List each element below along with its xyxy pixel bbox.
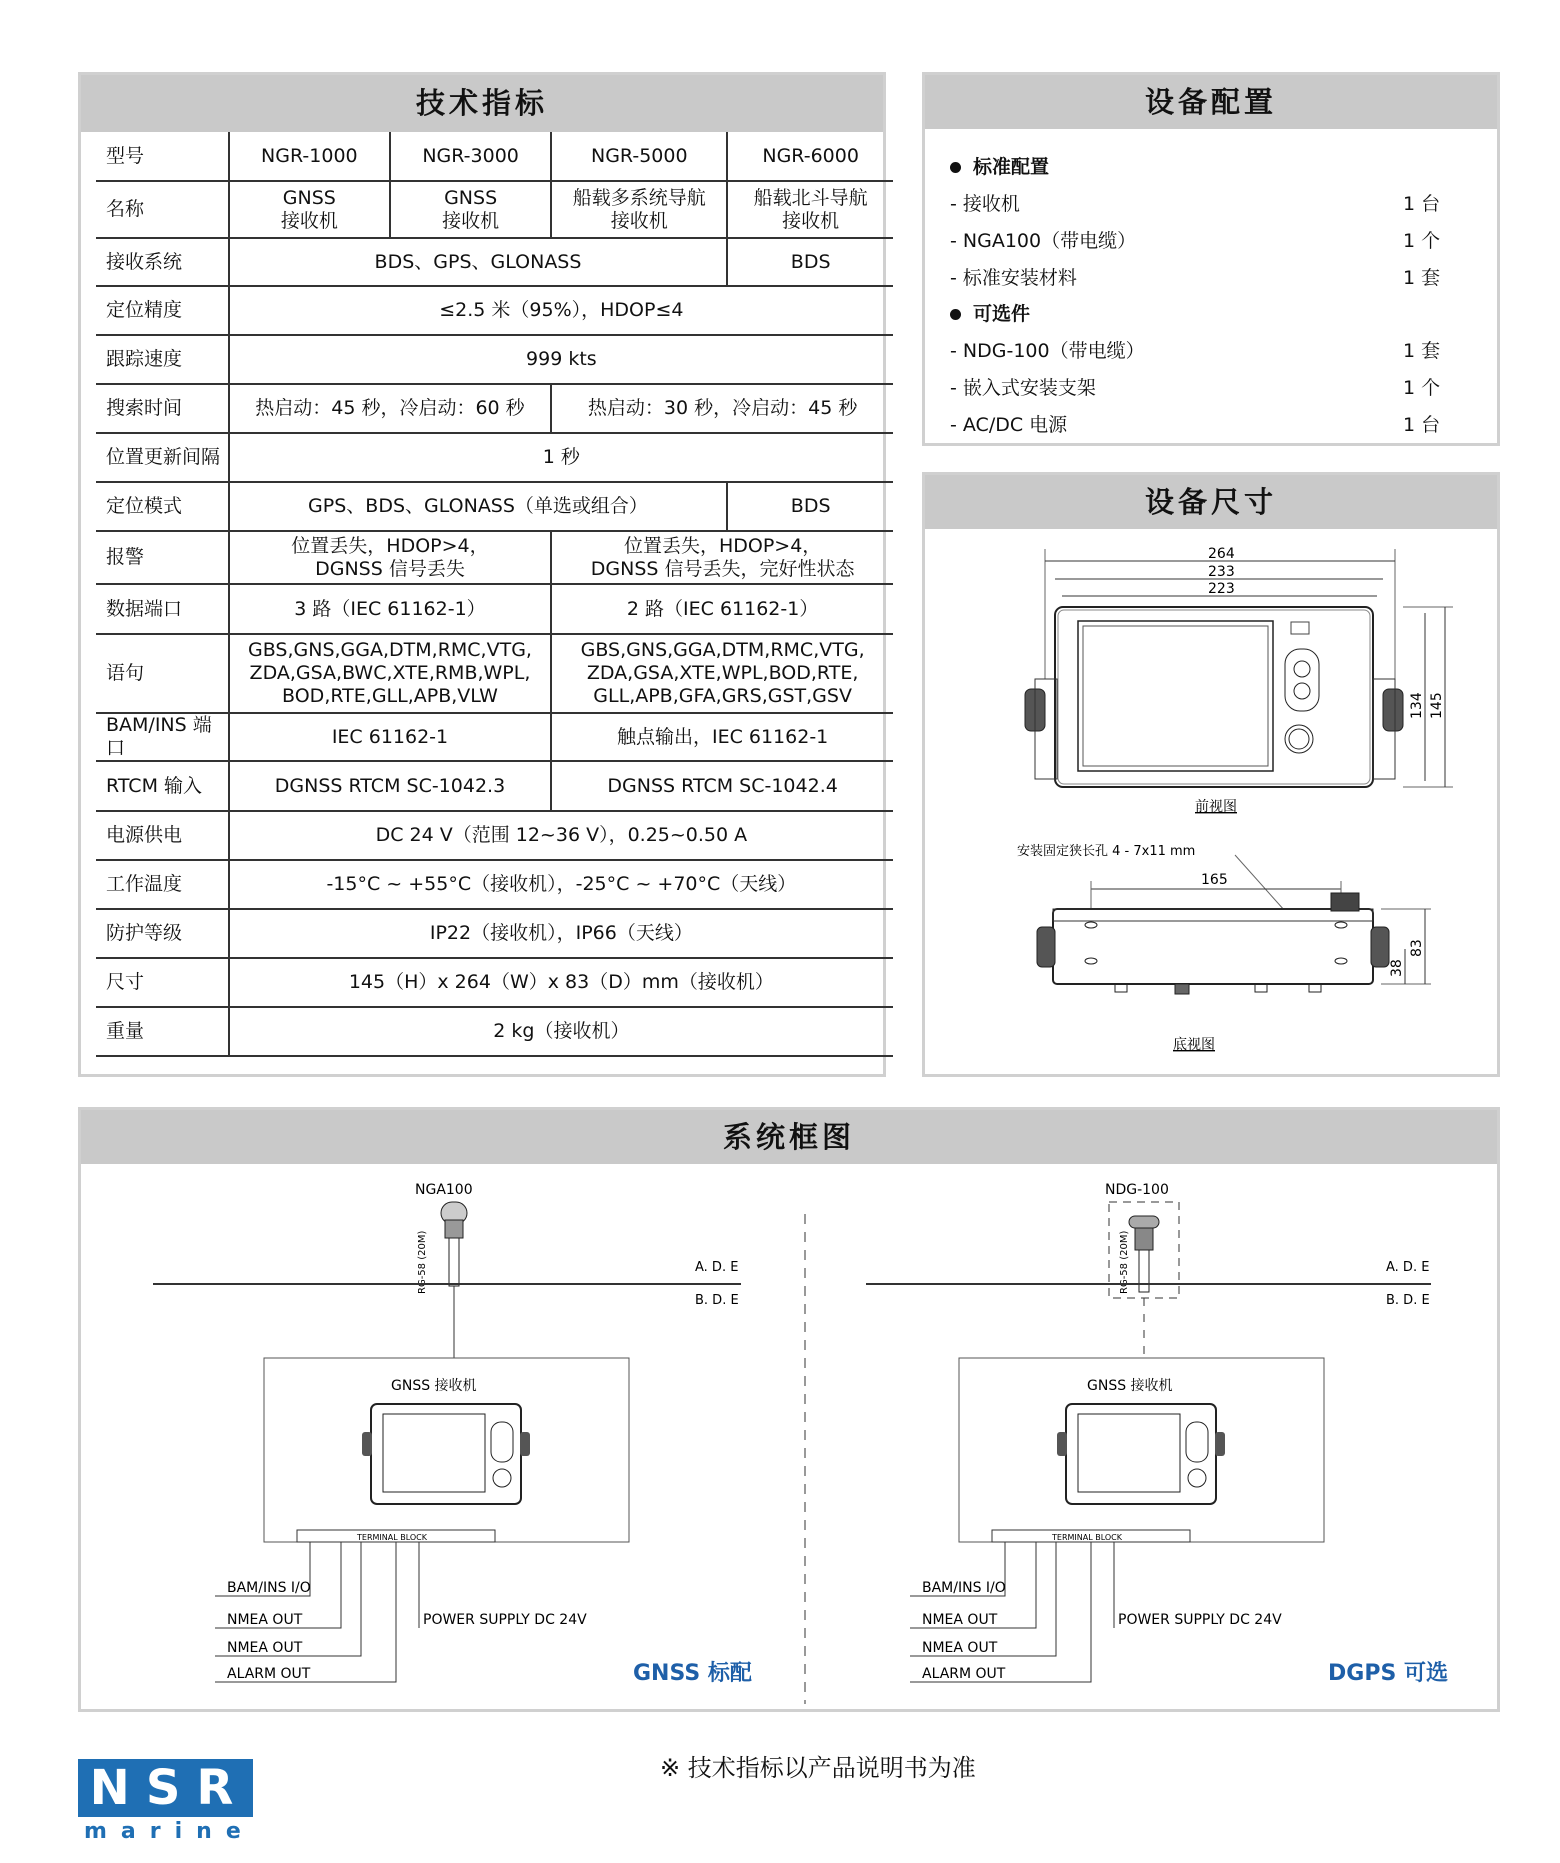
spec-row: [96, 531, 893, 584]
left-caption: GNSS 标配: [633, 1661, 752, 1686]
spec-row-label: 型号: [96, 132, 229, 181]
spec-row: [96, 1007, 893, 1056]
spec-row-label: 定位精度: [96, 286, 229, 335]
spec-row: [96, 811, 893, 860]
spec-cell: -15°C ~ +55°C（接收机），-25°C ~ +70°C（天线）: [229, 860, 893, 909]
spec-cell: NGR-3000: [390, 132, 551, 181]
dim-165: 165: [1201, 872, 1228, 888]
spec-cell: DGNSS RTCM SC-1042.4: [551, 761, 893, 811]
spec-row: [96, 909, 893, 958]
spec-title: 技术指标: [81, 75, 883, 132]
spec-cell: 999 kts: [229, 335, 893, 384]
right-receiver-label: GNSS 接收机: [1087, 1378, 1173, 1394]
config-qty: 1 个: [1403, 230, 1441, 252]
left-power-label: POWER SUPPLY DC 24V: [423, 1612, 587, 1628]
dim-264: 264: [1208, 546, 1235, 562]
logo-bottom: marine: [84, 1819, 255, 1844]
spec-cell: 2 kg（接收机）: [229, 1007, 893, 1056]
spec-cell: BDS: [727, 482, 893, 531]
spec-row-label: RTCM 输入: [96, 761, 229, 811]
spec-cell: BDS、GPS、GLONASS: [229, 238, 728, 286]
nsr-logo: [78, 1759, 253, 1845]
system-diagram: [81, 1164, 1497, 1709]
system-panel: [78, 1107, 1500, 1712]
spec-cell: NGR-6000: [727, 132, 893, 181]
spec-row: [96, 433, 893, 482]
spec-panel: [78, 72, 886, 1077]
spec-row-label: 电源供电: [96, 811, 229, 860]
left-ade: A. D. E: [695, 1260, 739, 1275]
spec-cell: GBS,GNS,GGA,DTM,RMC,VTG, ZDA,GSA,BWC,XTE,RMB,WPL, BOD,RTE,GLL,APB,VLW: [229, 634, 552, 713]
spec-row-label: 名称: [96, 181, 229, 238]
spec-cell: 145（H）x 264（W）x 83（D）mm（接收机）: [229, 958, 893, 1007]
spec-cell: 3 路（IEC 61162-1）: [229, 584, 552, 634]
right-alarm-label: ALARM OUT: [922, 1666, 1006, 1682]
spec-row-label: 定位模式: [96, 482, 229, 531]
spec-row: [96, 132, 893, 181]
config-item: - 标准安装材料: [950, 267, 1077, 289]
spec-row-label: 重量: [96, 1007, 229, 1056]
logo-top: NSR: [78, 1759, 253, 1817]
spec-row-label: 接收系统: [96, 238, 229, 286]
config-title: 设备配置: [925, 75, 1497, 129]
dimension-drawing: [925, 529, 1497, 1074]
spec-row: [96, 761, 893, 811]
left-cable-label: RG-58 (20M): [417, 1230, 428, 1294]
spec-row: [96, 713, 893, 761]
spec-cell: NGR-5000: [551, 132, 727, 181]
spec-cell: DGNSS RTCM SC-1042.3: [229, 761, 552, 811]
dim-134: 134: [1409, 692, 1425, 719]
spec-row: [96, 384, 893, 433]
bottom-view-caption: 底视图: [1173, 1037, 1215, 1053]
left-receiver-label: GNSS 接收机: [391, 1378, 477, 1394]
right-nmea1-label: NMEA OUT: [922, 1612, 998, 1628]
spec-cell: 1 秒: [229, 433, 893, 482]
config-item: - NGA100（带电缆）: [950, 230, 1137, 252]
right-bam-label: BAM/INS I/O: [922, 1580, 1006, 1596]
spec-row: [96, 286, 893, 335]
dim-145: 145: [1429, 692, 1445, 719]
spec-row: [96, 634, 893, 713]
spec-cell: GBS,GNS,GGA,DTM,RMC,VTG, ZDA,GSA,XTE,WPL,BOD,RTE, GLL,APB,GFA,GRS,GST,GSV: [551, 634, 893, 713]
bullet-icon: [950, 309, 961, 320]
spec-cell: 热启动：30 秒，冷启动：45 秒: [551, 384, 893, 433]
spec-cell: GPS、BDS、GLONASS（单选或组合）: [229, 482, 728, 531]
spec-cell: GNSS 接收机: [390, 181, 551, 238]
config-item: - NDG-100（带电缆）: [950, 340, 1145, 362]
spec-row-label: 工作温度: [96, 860, 229, 909]
standard-heading: 标准配置: [950, 152, 1049, 179]
config-item: - 接收机: [950, 193, 1020, 215]
right-power-label: POWER SUPPLY DC 24V: [1118, 1612, 1282, 1628]
system-title: 系统框图: [81, 1110, 1497, 1164]
spec-cell: IP22（接收机），IP66（天线）: [229, 909, 893, 958]
left-terminal-label: TERMINAL BLOCK: [357, 1533, 428, 1542]
spec-row: [96, 584, 893, 634]
config-qty: 1 套: [1403, 267, 1441, 289]
spec-cell: IEC 61162-1: [229, 713, 552, 761]
spec-row-label: BAM/INS 端口: [96, 713, 229, 761]
dim-223: 223: [1208, 581, 1235, 597]
spec-row: [96, 181, 893, 238]
spec-row-label: 报警: [96, 531, 229, 584]
right-ade: A. D. E: [1386, 1260, 1430, 1275]
spec-cell: BDS: [727, 238, 893, 286]
spec-row: [96, 335, 893, 384]
right-cable-label: RG-58 (20M): [1119, 1230, 1130, 1294]
right-caption: DGPS 可选: [1328, 1661, 1448, 1686]
right-nmea2-label: NMEA OUT: [922, 1640, 998, 1656]
spec-cell: 热启动：45 秒，冷启动：60 秒: [229, 384, 552, 433]
bottom-view-body: [1053, 909, 1373, 984]
right-antenna-label: NDG-100: [1105, 1182, 1169, 1198]
spec-row-label: 数据端口: [96, 584, 229, 634]
spec-row: [96, 860, 893, 909]
spec-cell: 2 路（IEC 61162-1）: [551, 584, 893, 634]
dim-38: 38: [1389, 959, 1405, 977]
config-qty: 1 台: [1403, 414, 1441, 436]
spec-row-label: 防护等级: [96, 909, 229, 958]
spec-cell: 船载多系统导航 接收机: [551, 181, 727, 238]
spec-row-label: 搜索时间: [96, 384, 229, 433]
spec-row-label: 尺寸: [96, 958, 229, 1007]
config-qty: 1 个: [1403, 377, 1441, 399]
dim-83: 83: [1409, 939, 1425, 957]
spec-cell: 位置丢失，HDOP>4， DGNSS 信号丢失: [229, 531, 552, 584]
right-bde: B. D. E: [1386, 1293, 1430, 1308]
right-diagram: [866, 1182, 1431, 1682]
config-item: - 嵌入式安装支架: [950, 377, 1096, 399]
optional-heading: 可选件: [950, 299, 1030, 326]
spec-row-label: 位置更新间隔: [96, 433, 229, 482]
hole-note: 安装固定狭长孔 4 - 7x11 mm: [1017, 844, 1196, 859]
front-view-screen: [1078, 621, 1273, 771]
spec-cell: NGR-1000: [229, 132, 390, 181]
spec-row: [96, 958, 893, 1007]
spec-table: [96, 132, 893, 1057]
left-diagram: [153, 1182, 741, 1682]
spec-row-label: 语句: [96, 634, 229, 713]
dimensions-panel: [922, 472, 1500, 1077]
footer-note: ※ 技术指标以产品说明书为准: [660, 1754, 976, 1782]
spec-row: [96, 238, 893, 286]
spec-row-label: 跟踪速度: [96, 335, 229, 384]
dim-233: 233: [1208, 564, 1235, 580]
left-alarm-label: ALARM OUT: [227, 1666, 311, 1682]
left-antenna-label: NGA100: [415, 1182, 473, 1198]
bullet-icon: [950, 162, 961, 173]
config-item: - AC/DC 电源: [950, 414, 1068, 436]
spec-cell: 船载北斗导航 接收机: [727, 181, 893, 238]
dimensions-title: 设备尺寸: [925, 475, 1497, 529]
spec-cell: DC 24 V（范围 12~36 V），0.25~0.50 A: [229, 811, 893, 860]
spec-row: [96, 482, 893, 531]
left-nmea2-label: NMEA OUT: [227, 1640, 303, 1656]
left-bam-label: BAM/INS I/O: [227, 1580, 311, 1596]
config-qty: 1 台: [1403, 193, 1441, 215]
spec-cell: GNSS 接收机: [229, 181, 390, 238]
front-view-caption: 前视图: [1195, 799, 1237, 815]
config-qty: 1 套: [1403, 340, 1441, 362]
left-nmea1-label: NMEA OUT: [227, 1612, 303, 1628]
spec-cell: 位置丢失，HDOP>4， DGNSS 信号丢失，完好性状态: [551, 531, 893, 584]
spec-cell: 触点输出，IEC 61162-1: [551, 713, 893, 761]
spec-cell: ≤2.5 米（95%），HDOP≤4: [229, 286, 893, 335]
config-panel: [922, 72, 1500, 446]
left-bde: B. D. E: [695, 1293, 739, 1308]
right-terminal-label: TERMINAL BLOCK: [1052, 1533, 1123, 1542]
right-antenna-icon: [1129, 1216, 1159, 1228]
